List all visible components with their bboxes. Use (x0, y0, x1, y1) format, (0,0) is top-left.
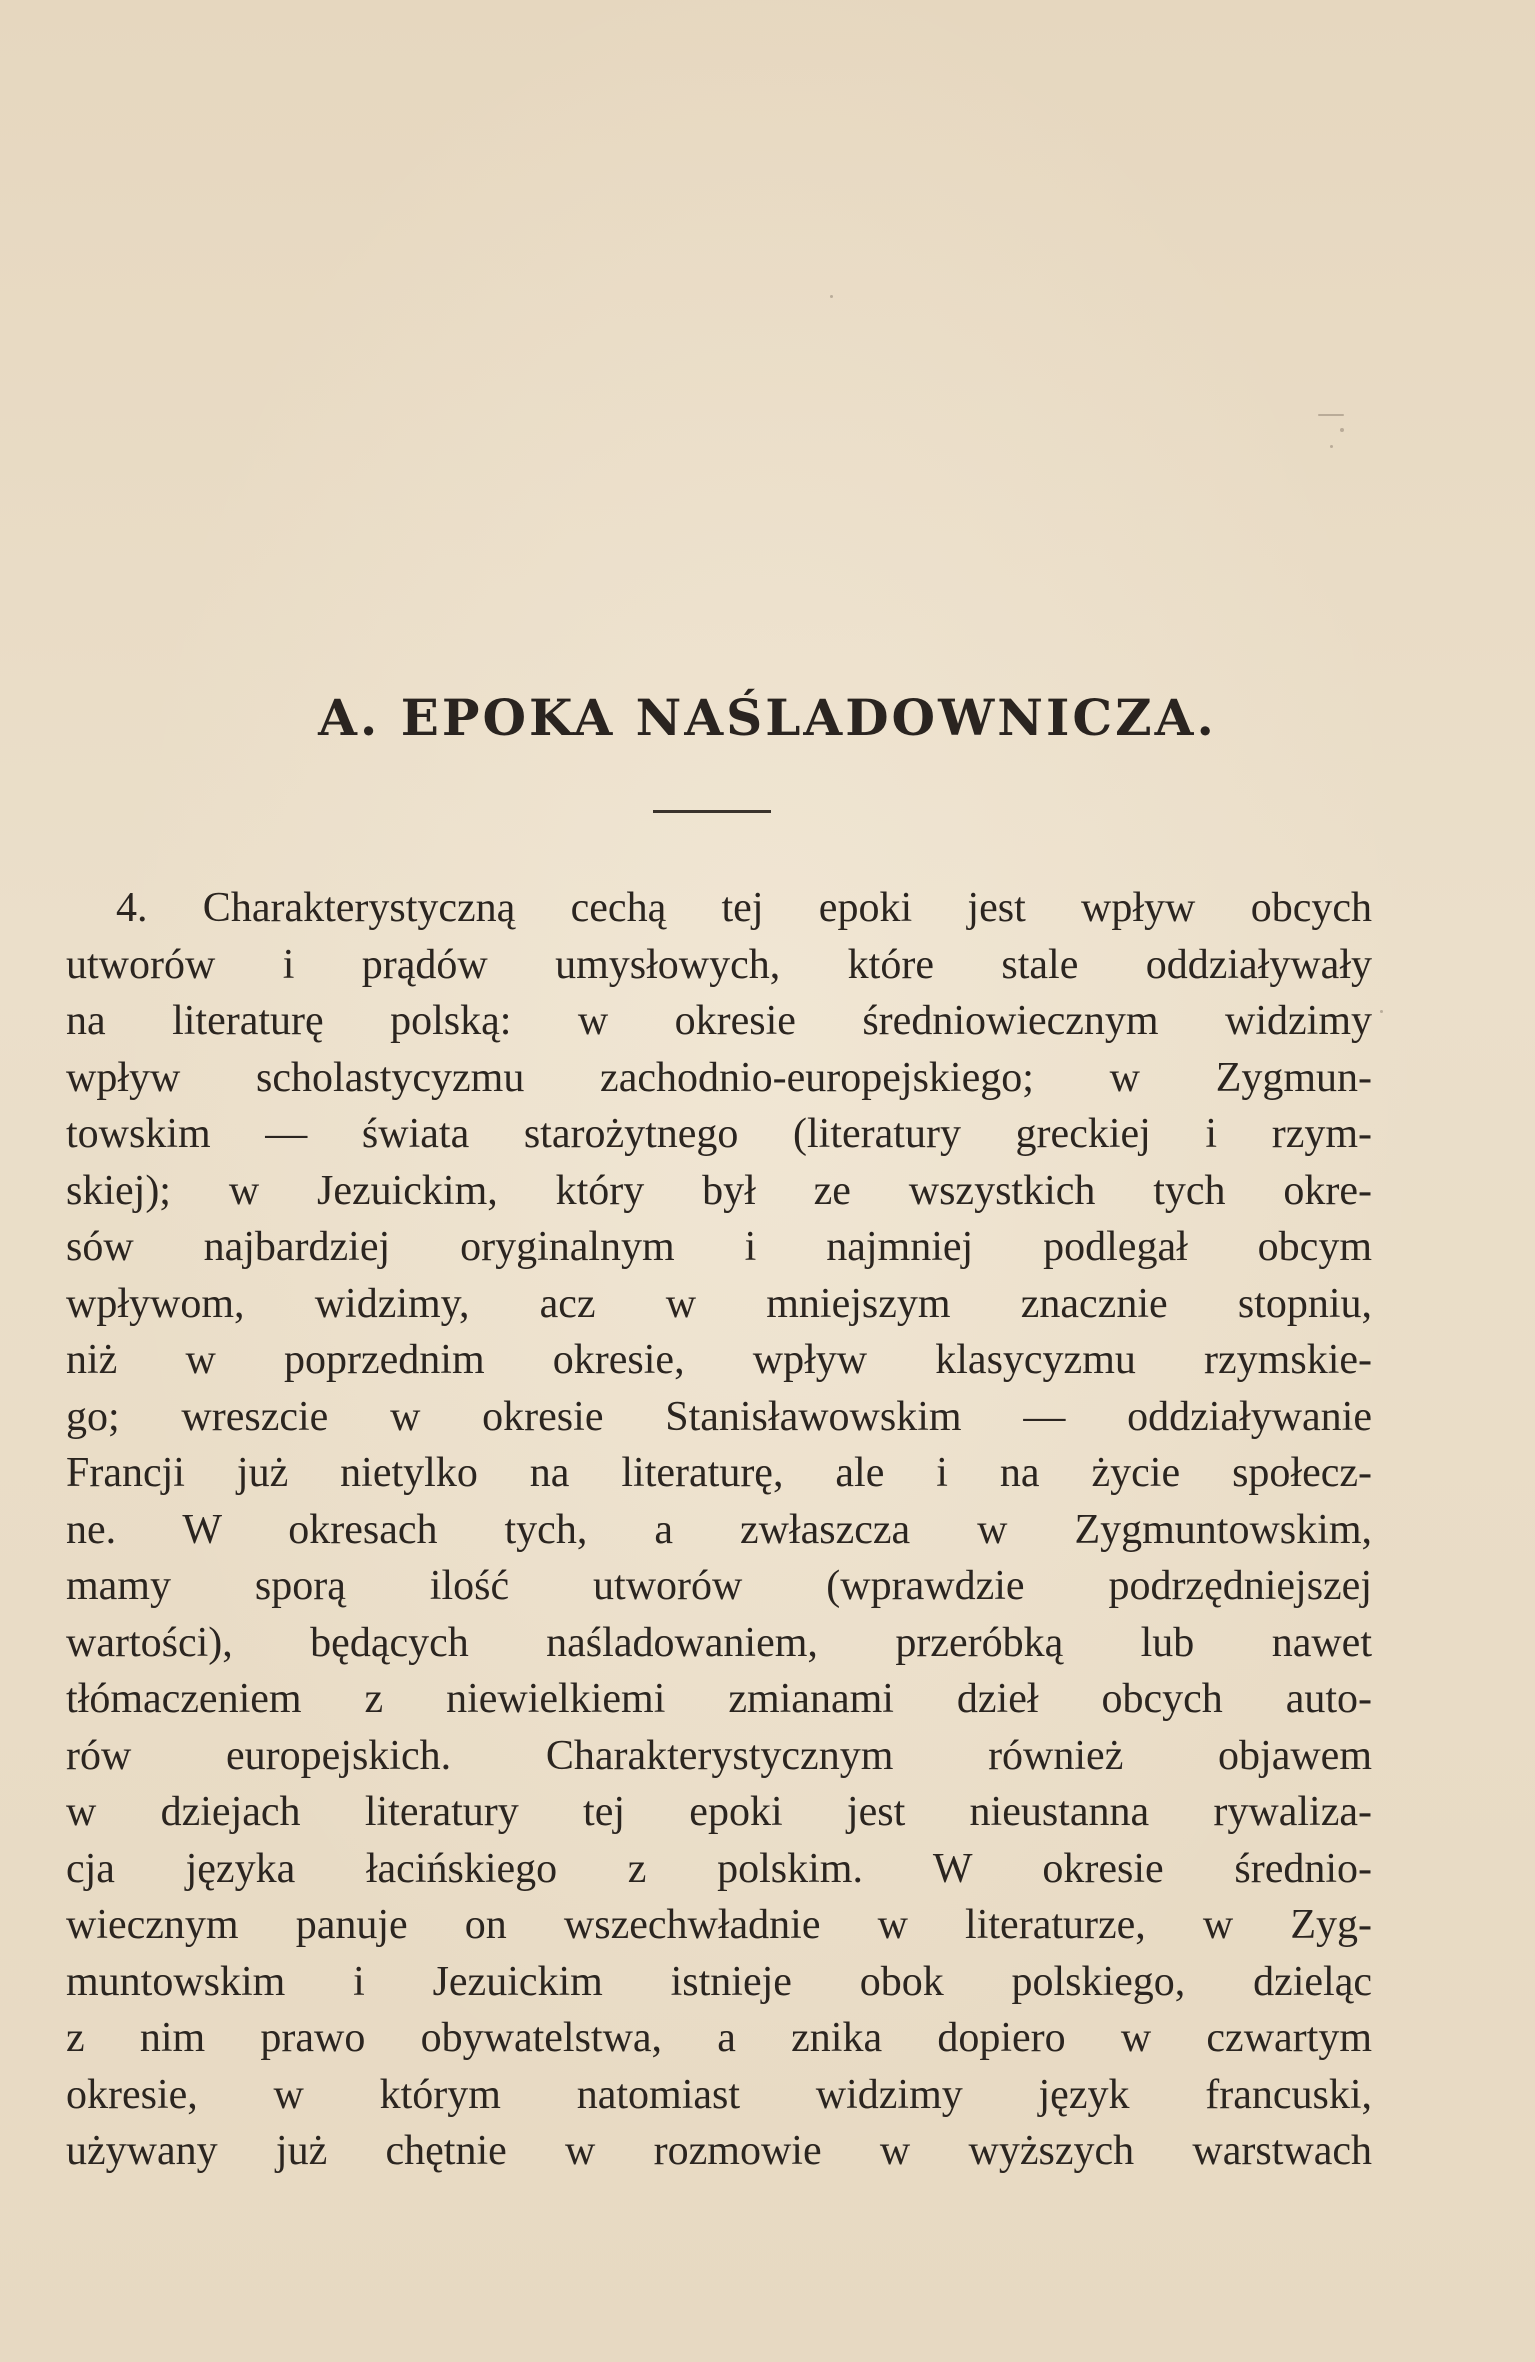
text-line: utworów i prądów umysłowych, które stale oddziaływały (66, 941, 1372, 988)
text-line: niż w poprzednim okresie, wpływ klasycyzmu rzymskie- (66, 1337, 1372, 1383)
text-line: cja języka łacińskiego z polskim. W okresie średnio- (66, 1845, 1372, 1892)
text-line: wartości), będących naśladowaniem, przeróbką lub nawet (66, 1619, 1372, 1666)
text-line: Francji już nietylko na literaturę, ale i na życie społecz- (66, 1450, 1372, 1496)
text-line: na literaturę polską: w okresie średniowiecznym widzimy (66, 998, 1372, 1044)
text-line: okresie, w którym natomiast widzimy język francuski, (66, 2071, 1372, 2118)
paper-speck (1380, 1010, 1383, 1013)
chapter-heading: A. EPOKA NAŚLADOWNICZA. (318, 688, 1217, 747)
body-paragraph (66, 880, 1372, 2180)
text-line: wpływ scholastycyzmu zachodnio-europejskiego; w Zygmun- (66, 1054, 1372, 1101)
paper-speck (1330, 445, 1333, 448)
heading-divider (653, 810, 771, 813)
text-line: w dziejach literatury tej epoki jest nieustanna rywaliza- (66, 1789, 1372, 1835)
paper-speck (1340, 428, 1344, 432)
text-line: ne. W okresach tych, a zwłaszcza w Zygmuntowskim, (66, 1506, 1372, 1553)
text-line: go; wreszcie w okresie Stanisławowskim — oddziaływanie (66, 1393, 1372, 1440)
text-line: tłómaczeniem z niewielkiemi zmianami dzieł obcych auto- (66, 1676, 1372, 1722)
text-line: sów najbardziej oryginalnym i najmniej podlegał obcym (66, 1224, 1372, 1270)
text-line: wiecznym panuje on wszechwładnie w literaturze, w Zyg- (66, 1902, 1372, 1948)
text-line: mamy sporą ilość utworów (wprawdzie podrzędniejszej (66, 1563, 1372, 1609)
paper-speck (830, 295, 833, 298)
text-line: 4. Charakterystyczną cechą tej epoki jest wpływ obcych (116, 885, 1372, 931)
text-line: używany już chętnie w rozmowie w wyższych warstwach (66, 2128, 1372, 2174)
paper-speck (1318, 414, 1344, 416)
text-line: rów europejskich. Charakterystycznym również objawem (66, 1732, 1372, 1779)
text-line: muntowskim i Jezuickim istnieje obok polskiego, dzieląc (66, 1958, 1372, 2005)
text-line: wpływom, widzimy, acz w mniejszym znacznie stopniu, (66, 1280, 1372, 1327)
text-line: z nim prawo obywatelstwa, a znika dopiero w czwartym (66, 2015, 1372, 2061)
text-line: towskim — świata starożytnego (literatury greckiej i rzym- (66, 1111, 1372, 1157)
text-line: skiej); w Jezuickim, który był ze wszystkich tych okre- (66, 1167, 1372, 1214)
